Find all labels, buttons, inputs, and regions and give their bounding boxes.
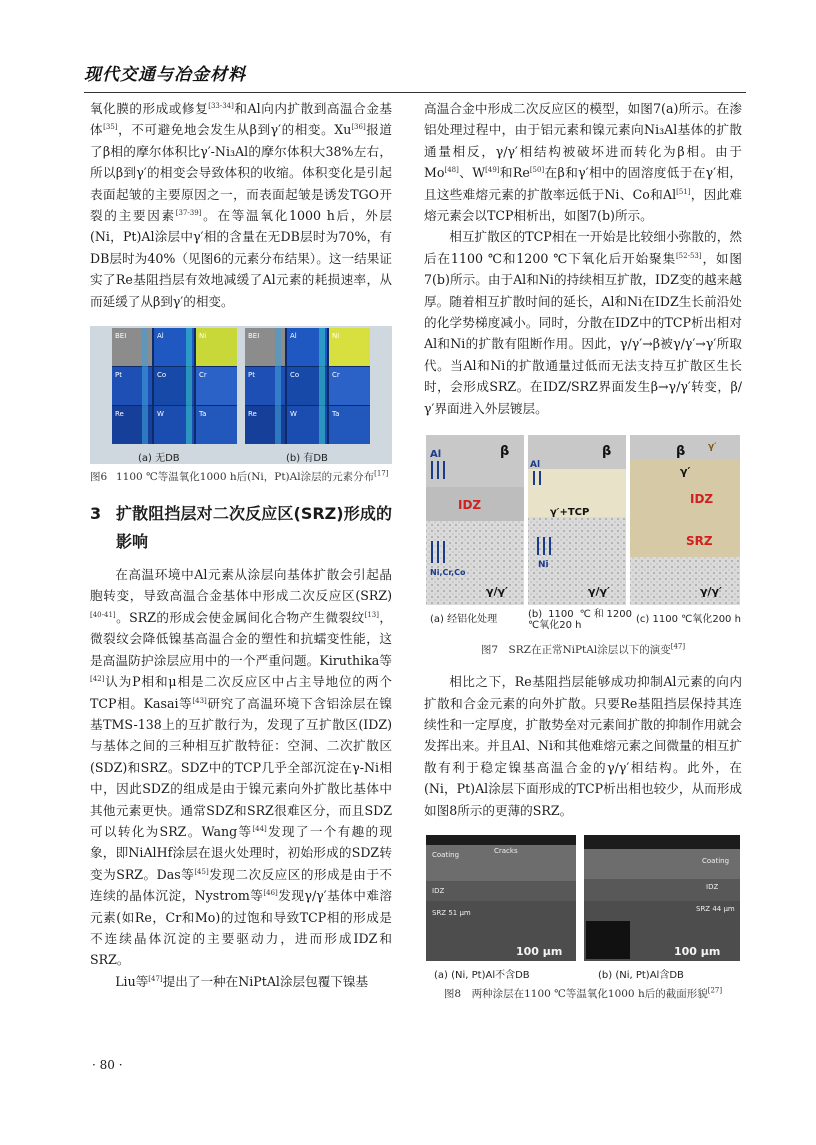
fig8-a-scale: 100 μm (516, 944, 563, 958)
fig6-b-label-4: Co (290, 371, 300, 380)
fig7-sub-c: (c) 1100 ℃氧化200 h (636, 614, 741, 626)
fig8-sub-a: (a) (Ni, Pt)Al不含DB (434, 969, 530, 981)
figure-8 (424, 835, 742, 983)
right-paragraph-2: 相互扩散区的TCP相在一开始是比较细小弥散的，然后在1100 ℃和1200 ℃下氧化后开始聚集[52-53]，如图7(b)所示。由于Al和Ni的持续相互扩散，IDZ变的越来越厚。随着相互扩散时间的延长，Al和Ni在IDZ生长前沿处的化学势梯度减小。同时，分散在IDZ中的TCP析出相对Al和Ni的扩散有阻断作用。因此，γ/γ′→β被γ/γ′→γ′所取代。当Al和Ni的扩散通量过低而无法支持互扩散区生长时，会形成SRZ。在IDZ/SRZ界面发生β→γ/γ′转变，β/γ′界面进入外层镀层。 (424, 229, 742, 416)
fig6-b-label-8: Ta (332, 410, 340, 419)
fig6-b-label-1: Al (290, 332, 297, 341)
right-paragraph-3: 相比之下，Re基阻挡层能够成功抑制Al元素的向内扩散和合金元素的向外扩散。只要Re基阻挡层保持其连续性和一定厚度，扩散势垒对元素间扩散的抑制作用就会发挥出来。并且Al、Ni和其他难熔元素之间微量的相互扩散有利于稳定镍基高温合金的γ/γ′相结构。此外，在(Ni，Pt)Al涂层下面形成的TCP析出相也较少，从而形成如图8所示的更薄的SRZ。 (424, 674, 742, 818)
fig7-c-beta: β (676, 444, 686, 460)
left-paragraph-3: Liu等[47]提出了一种在NiPtAl涂层包覆下镍基 (115, 973, 369, 989)
fig7-sub-a: (a) 经铝化处理 (430, 614, 498, 626)
fig7-caption: 图7 SRZ在正常NiPtAl涂层以下的演变[47] (480, 642, 686, 657)
left-paragraph-2: 在高温环境中Al元素从涂层向基体扩散会引起晶胞转变，导致高温合金基体中形成二次反应区(SRZ)[40-41]。SRZ的形成会使金属间化合物产生微裂纹[13]，微裂纹会降低镍基高温合金的塑性和抗蠕变性能，这是高温防护涂层应用中的一个严重问题。Kiruthika等[42]认为P相和μ相是二次反应区中占主导地位的两个TCP相。Kasai等[43]研究了高温环境下含铝涂层在镍基TMS-138上的互扩散行为，发现了互扩散区(IDZ)与基体之间的三种相互扩散特征：空洞、二次扩散区(SDZ)和SRZ。SDZ中的TCP几乎全部沉淀在γ-Ni相中，因此SDZ的组成是由于镍元素向外扩散比基体中其他元素更快。通常SDZ和SRZ很难区分，而且SDZ可以转化为SRZ。Wang等[44]发现了一个有趣的现象，即NiAlHf涂层在退火处理时，初始形成的SDZ转变为SRZ。Das等[45]发现二次反应区的形成是由于不连续的晶体沉淀，Nystrom等[46]发现γ/γ′基体中难溶元素(如Re，Cr和Mo)的过饱和导致TCP相的形成是不连续晶体沉淀的主要驱动力，进而形成IDZ和SRZ。 (90, 567, 393, 968)
fig7-b-gg: γ/γ′ (588, 585, 610, 599)
fig8-b-idz: IDZ (706, 882, 719, 891)
fig6-b-label-6: Re (248, 410, 257, 419)
fig6-panel-b (245, 328, 370, 444)
fig6-a-label-5: Cr (199, 371, 207, 380)
fig7-c-gamma-prime: γ′ (680, 465, 691, 479)
fig7-b-tcp: γ′+TCP (550, 507, 590, 519)
fig6-sub-a: (a) 无DB (138, 453, 180, 465)
section-3-heading (90, 500, 392, 556)
fig8-b-srz: SRZ 44 μm (696, 904, 735, 913)
fig6-a-label-7: W (157, 410, 164, 419)
fig8-a-srz: SRZ 51 μm (432, 908, 471, 917)
fig7-a-gg: γ/γ′ (486, 585, 508, 599)
fig7-b-beta: β (602, 444, 612, 460)
fig6-caption: 图6 1100 ℃等温氧化1000 h后(Ni，Pt)Al涂层的元素分布[17] (90, 469, 389, 484)
left-column (90, 98, 392, 992)
fig8-b-scale: 100 μm (674, 944, 721, 958)
fig6-b-label-0: BEI (248, 332, 260, 341)
fig6-b-label-3: Pt (248, 371, 255, 380)
fig7-b-ni: Ni (538, 560, 549, 571)
section-number: 3 (90, 504, 102, 524)
right-column (424, 98, 742, 1003)
fig7-c-srz: SRZ (686, 534, 713, 549)
fig6-b-label-7: W (290, 410, 297, 419)
fig8-a-cracks: Cracks (494, 846, 518, 855)
figure-8-image (424, 835, 742, 963)
fig8-a-coating: Coating (432, 850, 460, 859)
fig6-a-label-8: Ta (199, 410, 207, 419)
fig6-panel-a (112, 328, 237, 444)
header-rule (84, 92, 746, 93)
fig6-a-label-0: BEI (115, 332, 127, 341)
section-title: 扩散阻挡层对二次反应区(SRZ)形成的影响 (116, 504, 392, 552)
fig6-a-label-3: Pt (115, 371, 122, 380)
fig7-a-beta: β (500, 444, 510, 460)
fig6-a-label-6: Re (115, 410, 124, 419)
fig6-b-label-5: Cr (332, 371, 340, 380)
left-paragraph-1: 氧化膜的形成或修复[33-34]和Al向内扩散到高温合金基体[35]，不可避免地会发生从β到γ′的相变。Xu[36]报道了β相的摩尔体积比γ′-Ni₃Al的摩尔体积大38%左右，所以β到γ′的相变会导致体积的收缩。体积变化是引起表面起皱的主要原因之一，而表面起皱是诱发TGO开裂的主要因素[37-39]。在等温氧化1000 h后，外层(Ni，Pt)Al涂层中γ′相的含量在无DB层时为70%，有DB层时为40%（见图6的元素分布结果）。这一结果证实了Re基阻挡层有效地减缓了Al元素的耗损速率，从而延缓了从β到γ′的相变。 (90, 101, 393, 309)
fig8-sub-b: (b) (Ni, Pt)Al含DB (598, 969, 684, 981)
fig6-a-label-2: Ni (199, 332, 207, 341)
fig7-b-al: Al (530, 460, 541, 471)
fig6-sub-b: (b) 有DB (286, 453, 328, 465)
fig8-caption: 图8 两种涂层在1100 ℃等温氧化1000 h后的截面形貌[27] (443, 986, 723, 1000)
fig7-sub-b: (b) 1100 ℃和1200 ℃氧化20 h (528, 609, 632, 632)
fig8-b-coating: Coating (702, 856, 730, 865)
page-number: · 80 · (92, 1058, 123, 1072)
figure-7-image (424, 433, 742, 632)
right-paragraph-1: 高温合金中形成二次反应区的模型，如图7(a)所示。在渗铝处理过程中，由于铝元素和镍元素向Ni₃Al基体的扩散通量相反，γ/γ′相结构被破坏进而转化为β相。由于Mo[48]、W[49]和Re[50]在β和γ′相中的固溶度低于在γ′相，且这些难熔元素的扩散率远低于Ni、Co和Al[51]，因此难熔元素会以TCP相析出，如图7(b)所示。 (424, 101, 742, 224)
figure-6 (90, 326, 392, 464)
fig7-a-idz: IDZ (458, 498, 482, 513)
fig8-a-idz: IDZ (432, 886, 445, 895)
fig7-c-gg: γ/γ′ (700, 585, 722, 599)
fig6-a-label-4: Co (157, 371, 167, 380)
fig7-c-gamma-prime-top: γ′ (708, 442, 717, 453)
fig7-a-al: Al (430, 449, 442, 461)
figure-7 (424, 433, 742, 632)
journal-logo: 现代交通与冶金材料 (84, 65, 246, 85)
page-header (84, 56, 746, 92)
fig6-b-label-2: Ni (332, 332, 340, 341)
fig7-c-idz: IDZ (690, 492, 714, 507)
figure-6-image (90, 326, 392, 464)
fig7-a-nicrco: Ni,Cr,Co (430, 568, 466, 578)
fig6-a-label-1: Al (157, 332, 164, 341)
